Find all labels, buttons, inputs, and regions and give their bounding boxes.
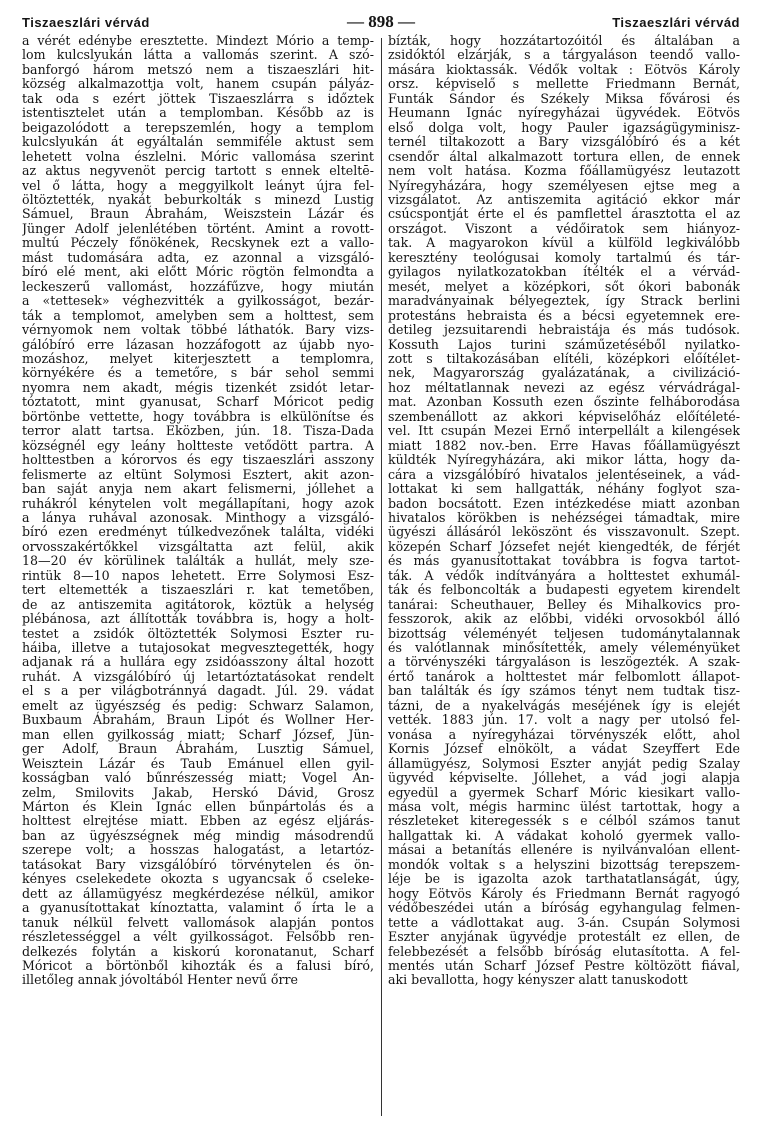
text-line: Weisztein Lázár és Taub Emánuel ellen gyil- [22, 755, 374, 771]
text-line: ruhákról kénytelen volt megállapítani, hogy azok [22, 495, 374, 511]
text-line: kosságban való bűnrészesség miatt; Vogel An- [22, 770, 374, 786]
text-line: Funták Sándor és Székely Miksa fővárosi és [388, 90, 740, 106]
text-line: lehetett volna észlelni. Móric vallomása szerint [22, 148, 374, 164]
text-line: tanárai: Scheuthauer, Belley és Mihalkovics pro- [388, 596, 740, 612]
text-line: mozáshoz, melyet kiterjesztett a templomra, [22, 350, 374, 366]
text-line: detileg jezsuitarendi hebraistája és más tudósok. [388, 322, 740, 338]
text-line: tert eltemették a tiszaeszlári r. kat temetőben, [22, 582, 374, 598]
text-line: a lánya ruhával azonosak. Minthogy a vizsgáló- [22, 509, 374, 525]
text-line: Heumann Ignác nyíregyházai ügyvédek. Eötvös [388, 105, 740, 121]
text-line: Sámuel, Braun Ábrahám, Weiszstein Lázár és [22, 206, 374, 222]
text-line: tázni, de a nyakelvágás meséjének így is elejét [388, 697, 740, 713]
text-line: másárа kioktassák. Védők voltak : Eötvös Károly [388, 61, 740, 77]
text-line: illetőleg annak jóvoltából Henter nevű őrre [22, 972, 299, 988]
text-line: első dolga volt, hogy Pauler igazságügyminisz- [388, 119, 740, 135]
text-line: Buxbaum Ábrahám, Braun Lipót és Wollner Her- [22, 712, 374, 728]
running-header [22, 12, 740, 34]
text-line: küldték Nyíregyházára, aki mikor látta, hogy da- [388, 452, 740, 468]
text-line: a vérét edénybe eresztette. Mindezt Mório a temp- [22, 34, 374, 48]
text-line: Móricot a börtönből kihozták és a falusi bíró, [22, 958, 374, 973]
text-line: Nyíregyházára, hogy személyesen ejtse meg a [388, 177, 740, 193]
text-line: ban találták és így számos tényt nem tudtak tisz- [388, 683, 740, 699]
text-line: istentisztelet után a templomban. Később az is [22, 105, 374, 121]
text-line: fesszorok, akik az előbbi, vidéki orvosokból álló [388, 611, 740, 627]
text-line: ternél tiltakozott a Bary vizsgálóbíró és a két [388, 134, 740, 150]
text-line: Jünger Adolf jelenlétében történt. Amint a rovott- [22, 220, 374, 236]
text-line: Márton és Klein Ignác ellen bűnpártolás és a [22, 799, 374, 815]
text-line: delkezés folytán a kiskorú koronatanut, Scharf [22, 943, 374, 959]
text-line: lottakat ki sem hallgatták, néhány foglyot sza- [388, 481, 740, 497]
text-line: védőbeszédei után a bíróság egyhangulag felmen- [388, 900, 740, 916]
text-line: értő tanárok a holttestet már felbomlott állapot- [388, 668, 740, 684]
text-line: testet a zsidók öltöztették Solymosi Eszter ru- [22, 625, 374, 641]
text-line: tak oda s ezért jöttek Tiszaeszlárra s időztek [22, 90, 374, 106]
text-line: hallgattak ki. A vádakat koholó gyermek vallo- [388, 827, 740, 843]
text-line: beigazolódott a terepszemlén, hogy a templom [22, 119, 374, 135]
text-line: dett az államügyész megkérdezése nélkül, amikor [22, 885, 374, 901]
text-line: államügyész, Solymosi Eszter anyját pedig Szalay [388, 755, 740, 771]
text-line: tak. A magyarokon kívül a külföld legkiválóbb [388, 235, 740, 251]
text-line: ták és felboncolták a budapesti egyetem kirendelt [388, 582, 740, 598]
text-line: felebbezését a felsőbb bíróság elutasította. A fel- [388, 943, 740, 959]
text-line: tóztatott, mint gyanusat, Scharf Móricot pedig [22, 394, 374, 410]
text-line: bízták, hogy hozzátartozóitól és általában a [388, 34, 740, 48]
text-line: plébánosa, azt állították továbbra is, hogy a holt- [22, 611, 374, 627]
text-line: vonása a nyíregyházai törvényszék előtt, ahol [388, 726, 740, 742]
text-line: mást tudomására adta, ez azonnal a vizsgáló- [22, 249, 374, 265]
text-line: szerepe volt; a hosszas halogatást, a letartóz- [22, 842, 374, 858]
text-line: részleteket kiteregessék s e célból számos tanut [388, 813, 740, 829]
text-line: részletességgel a vélt gyilkosságot. Felsőbb ren- [22, 929, 374, 945]
text-line: de az antiszemita agitátorok, köztük a helység [22, 596, 374, 612]
text-line: mat. Azonban Kossuth ezen őszinte felháborodása [388, 394, 740, 410]
text-line: holttest elrejtése miatt. Ebben az egész eljárás- [22, 813, 374, 829]
text-line: vették. 1883 jún. 17. volt a nagy per utolsó fel- [388, 712, 740, 728]
text-line: zott s tiltakozásában elítéli, középkori előítélet- [388, 350, 740, 366]
text-line: adjanak rá a hullára egy zsidóasszony által hozott [22, 654, 374, 670]
text-line: cára a vizsgálóbíró hivatalos jelentéseinek, a vád- [388, 466, 740, 482]
text-line: man ellen gyilkosság miatt; Scharf József, Jün- [22, 726, 374, 742]
text-line: ügyvéd képviselte. Jóllehet, a vád jogi alapja [388, 770, 740, 786]
text-line: hivatalos körökben is nehézségei támadtak, mire [388, 509, 740, 525]
text-line: keresztény teológusai komoly tartalmú és tár- [388, 249, 740, 265]
text-line: badon bocsátott. Ezen intézkedése miatt azonban [388, 495, 740, 511]
text-line: lom kulcslyukán látta a vallomás szerint. A szó- [22, 47, 374, 63]
text-line: vel. Itt csupán Mezei Ernő interpellált a kilengések [388, 423, 740, 439]
header-left-title: Tiszaeszlári vérvád [22, 15, 150, 30]
text-line: maradványainak bélyegeztek, így Strack berlini [388, 293, 740, 309]
text-line: holttestben a kórorvos és egy tiszaeszlári asszony [22, 452, 374, 468]
text-line: hoz méltatlannak nevezi az egész vérvádrágal- [388, 379, 740, 395]
text-columns [22, 34, 740, 1132]
text-line: közepén Scharf Józsefet nejét kiengedték, de férjét [388, 538, 740, 554]
text-line: vel ő látta, hogy a meggyilkolt leányt újra fel- [22, 177, 374, 193]
text-line: ban saját anyja nem akart felismerni, jóllehet a [22, 481, 374, 497]
text-line: vérnyomok nem voltak többé láthatók. Bary vizs- [22, 322, 374, 338]
text-line: csendőr által alkalmazott tortura ellen, de ennek [388, 148, 740, 164]
text-line: bizottság véleményét teljesen tudománytalannak [388, 625, 740, 641]
text-line: a «tettesek» véghezvitték a gyilkosságot, bezár- [22, 293, 374, 309]
text-line: községnél egy leány holtteste vetődött partra. A [22, 437, 374, 453]
text-line: tette a vádlottakat aug. 3-án. Csupán Solymosi [388, 914, 740, 930]
text-line: aki bevallotta, hogy kényszer alatt tanuskodott [388, 972, 688, 988]
text-line: egyedül a gyermek Scharf Móric kiesikart vallo- [388, 784, 740, 800]
text-line: nem volt hatása. Kozma főállamügyész leutazott [388, 163, 740, 179]
text-line: szembenállott az akkori képviselőház előítéleté- [388, 408, 740, 424]
text-line: háiba, illetve a tutajosokat megvesztegették, hogy [22, 640, 374, 656]
text-line: miatt 1882 nov.-ben. Erre Havas főállamügyészt [388, 437, 740, 453]
text-line: bíró elé ment, aki előtt Móric rögtön felmondta a [22, 264, 374, 280]
header-right-title: Tiszaeszlári vérvád [612, 15, 740, 30]
page-number: — 898 — [347, 12, 415, 31]
text-line: mesét, melyet a középkori, sőt ókori babonák [388, 278, 740, 294]
text-line: ruhát. A vizsgálóbíró új letartóztatásokat rendelt [22, 668, 374, 684]
text-line: banforgó három metszó nem a tiszaeszlári hit- [22, 61, 374, 77]
text-line: környékére és a temetőre, s bár sehol semmi [22, 365, 374, 381]
text-line: és valótlannak minősítették, amely véleményüket [388, 640, 740, 656]
text-line: és más gyanusítottakat továbbra is fogva tartot- [388, 553, 740, 569]
text-line: bíró ezen eredményt túlkedvezőnek találta, vidéki [22, 524, 374, 540]
text-line: gálóbíró erre lázasan hozzáfogott az újabb nyo- [22, 336, 374, 352]
text-line: másai a betanítás ellenére is nyilvánvalóan ellent- [388, 842, 740, 858]
text-line: 18—20 év körülinek találták a hullát, mely sze- [22, 553, 374, 569]
text-line: multú Péczely főnökének, Recskynek ezt a vallo- [22, 235, 374, 251]
text-line: ták a templomot, amelyben sem a holttest, sem [22, 307, 374, 323]
text-line: ger Adolf, Braun Ábrahám, Lusztig Sámuel, [22, 741, 374, 757]
text-line: országot. Viszont a védőiratok sem hiányoz- [388, 220, 740, 236]
text-line: ügyészi állásáról leköszönt és visszavonult. Szept. [388, 524, 740, 540]
text-line: Kossuth Lajos turini száműzetéséből nyilatko- [388, 336, 740, 352]
right-column [388, 34, 740, 1132]
text-line: zelm, Smilovits Jakab, Herskó Dávid, Grosz [22, 784, 374, 800]
text-line: léje be is igazolta azok tarthatatlanságát, úgy, [388, 871, 740, 887]
text-line: vizsgálatot. Az antiszemita agitáció ekkor már [388, 191, 740, 207]
text-line: orvosszakértőkkel vizsgáltatta azt felül, akik [22, 538, 374, 554]
text-line: az aktus negyvenöt percig tartott s ennek elteltē- [22, 163, 374, 179]
text-line: el s a per világbotránnyá dagadt. Júl. 29. vádat [22, 683, 374, 699]
text-line: a törvényszéki tárgyaláson is leszögezték. A szak- [388, 654, 740, 670]
text-line: orsz. képviselő s mellette Friedmann Bernát, [388, 76, 740, 92]
text-line: község alkalmazottja volt, hanem csupán pályáz- [22, 76, 374, 92]
text-line: rintük 8—10 napos lehetett. Erre Solymosi Esz- [22, 567, 374, 583]
text-line: protestáns hebraista és a bécsi egyetemnek ere- [388, 307, 740, 323]
text-line: nyomra nem akadt, mégis tizenkét zsidót letar- [22, 379, 374, 395]
text-line: leckeszerű vallomást, hozzáfűzve, hogy miután [22, 278, 374, 294]
text-line: mentés után Scharf József Pestre költözött fiával, [388, 958, 740, 973]
text-line: tanuk nélkül felvett vallomások alapján pontos [22, 914, 374, 930]
text-line: a gyanusítottakat kínoztatta, valamint ő írta le a [22, 900, 374, 916]
text-line: kényes cselekedete okozta s ugyancsak ő cseleke- [22, 871, 374, 887]
text-line: terror alatt tartsa. Eközben, jún. 18. Tisza-Dada [22, 423, 374, 439]
text-line: csúcspontját érte el és pamflettel árasztotta el az [388, 206, 740, 222]
column-divider [381, 38, 382, 1116]
text-line: börtönbe vettette, hogy továbbra is elkülönítse és [22, 408, 374, 424]
text-line: nek, Magyarország gyalázatának, a civilizáció- [388, 365, 740, 381]
text-line: Kornis József elnökölt, a vádat Szeyffert Ede [388, 741, 740, 757]
text-line: emelt az ügyészség és pedig: Schwarz Salamon, [22, 697, 374, 713]
text-line: öltöztették, nyakát beburkolták s minezd Lustig [22, 191, 374, 207]
text-line: mondók voltak s a helyszini bizottság terepszem- [388, 856, 740, 872]
text-line: zsidóktól elzárják, s a tárgyaláson teendő vallo- [388, 47, 740, 63]
text-line: Eszter anyjának ügyvédje protestált ez ellen, de [388, 929, 740, 945]
text-line: gyilagos nyilatkozatokban ítélték el a vérvád- [388, 264, 740, 280]
text-line: tatásokat Bary vizsgálóbíró törvénytelen és ön- [22, 856, 374, 872]
text-line: hogy Eötvös Károly és Friedmann Bernát ragyogó [388, 885, 740, 901]
text-line: ták. A védők indítványára a holttestet exhumál- [388, 567, 740, 583]
text-line: ban az ügyészségnek még mindig másodrendű [22, 827, 374, 843]
text-line: mása volt, mégis harminc ülést tartottak, hogy a [388, 799, 740, 815]
left-column [22, 34, 374, 1132]
text-line: kulcslyukán át egyáltalán semmiféle aktust sem [22, 134, 374, 150]
text-line: felismerte az eltünt Solymosi Esztert, akit azon- [22, 466, 374, 482]
